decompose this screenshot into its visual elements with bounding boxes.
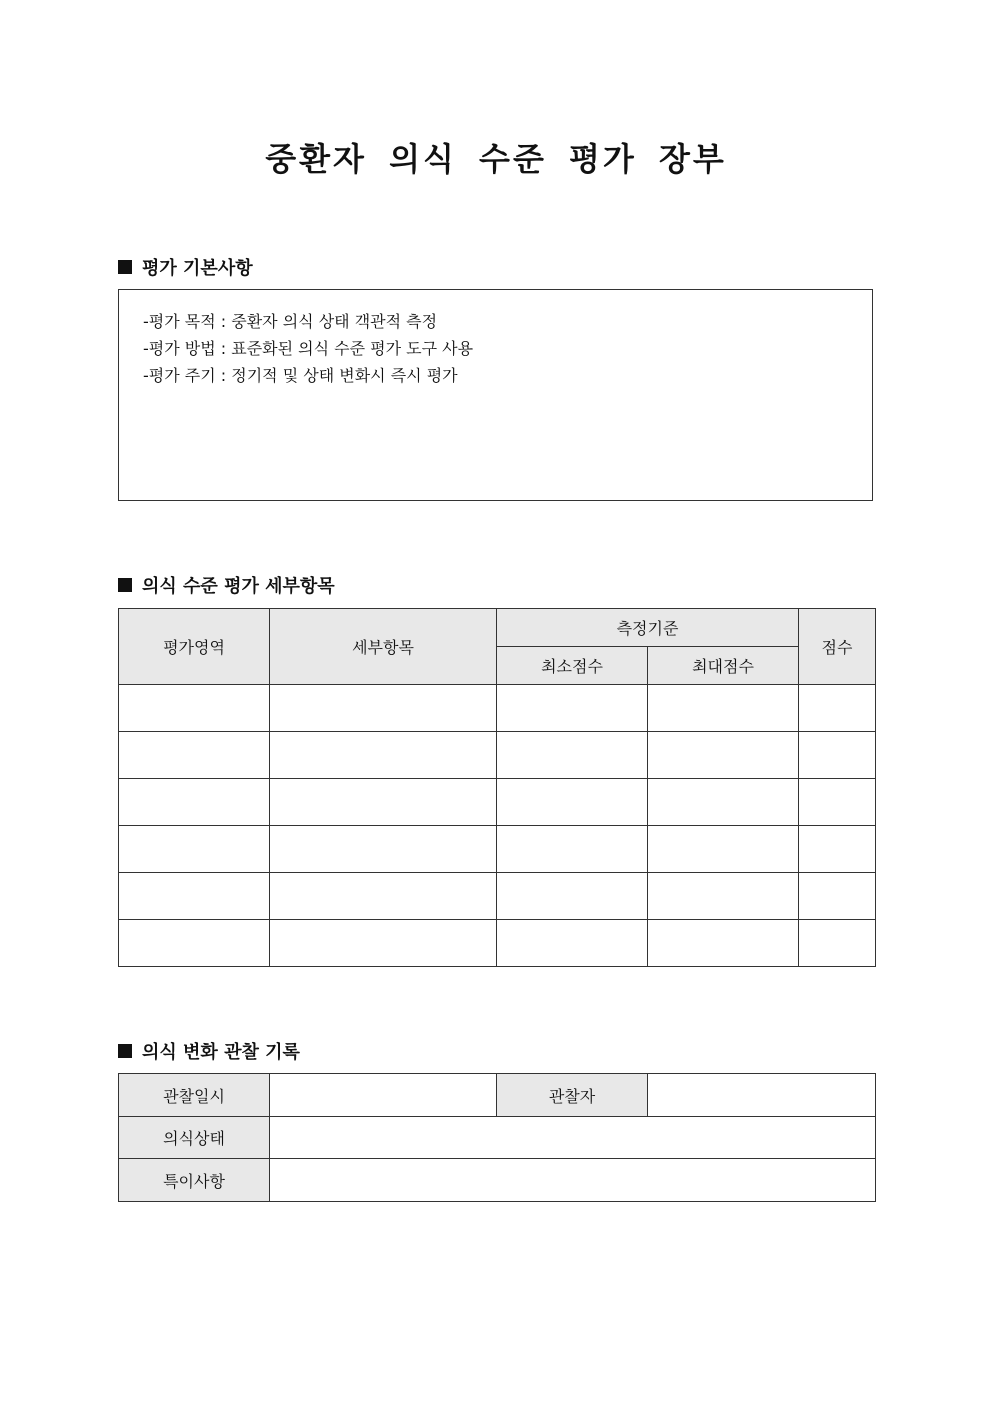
section-heading-basic xyxy=(118,254,253,280)
section-heading-record xyxy=(118,1038,300,1064)
max-score-cell[interactable] xyxy=(648,779,799,826)
area-cell[interactable] xyxy=(119,732,270,779)
notes-value-cell[interactable] xyxy=(270,1159,876,1202)
min-score-cell[interactable] xyxy=(497,685,648,732)
min-score-cell[interactable] xyxy=(497,873,648,920)
detail-table xyxy=(118,608,876,967)
table-row xyxy=(119,826,876,873)
basic-info-line-method: -평가 방법 : 표준화된 의식 수준 평가 도구 사용 xyxy=(143,339,474,358)
section-heading-basic-label: 평가 기본사항 xyxy=(142,258,253,279)
area-cell[interactable] xyxy=(119,920,270,967)
basic-info-line-cycle: -평가 주기 : 정기적 및 상태 변화시 즉시 평가 xyxy=(143,366,458,385)
label-observer: 관찰자 xyxy=(497,1074,648,1117)
item-cell[interactable] xyxy=(270,826,497,873)
record-table xyxy=(118,1073,876,1202)
item-cell[interactable] xyxy=(270,920,497,967)
score-cell[interactable] xyxy=(799,685,876,732)
score-cell[interactable] xyxy=(799,826,876,873)
label-notes: 특이사항 xyxy=(119,1159,270,1202)
table-row xyxy=(119,779,876,826)
min-score-cell[interactable] xyxy=(497,732,648,779)
score-cell[interactable] xyxy=(799,873,876,920)
item-cell[interactable] xyxy=(270,779,497,826)
item-cell[interactable] xyxy=(270,873,497,920)
max-score-cell[interactable] xyxy=(648,732,799,779)
observer-value-cell[interactable] xyxy=(648,1074,876,1117)
score-cell[interactable] xyxy=(799,732,876,779)
header-min-score: 최소점수 xyxy=(497,647,648,685)
area-cell[interactable] xyxy=(119,685,270,732)
page-title: 중환자 의식 수준 평가 장부 xyxy=(265,140,727,178)
section-heading-detail-label: 의식 수준 평가 세부항목 xyxy=(142,576,335,597)
black-square-icon xyxy=(118,578,132,592)
basic-info-box xyxy=(118,289,873,501)
label-datetime: 관찰일시 xyxy=(119,1074,270,1117)
table-row xyxy=(119,685,876,732)
header-item: 세부항목 xyxy=(270,609,497,685)
area-cell[interactable] xyxy=(119,873,270,920)
score-cell[interactable] xyxy=(799,920,876,967)
item-cell[interactable] xyxy=(270,685,497,732)
min-score-cell[interactable] xyxy=(497,779,648,826)
basic-info-line-purpose: -평가 목적 : 중환자 의식 상태 객관적 측정 xyxy=(143,312,438,331)
black-square-icon xyxy=(118,1044,132,1058)
area-cell[interactable] xyxy=(119,779,270,826)
table-row xyxy=(119,920,876,967)
item-cell[interactable] xyxy=(270,732,497,779)
max-score-cell[interactable] xyxy=(648,685,799,732)
max-score-cell[interactable] xyxy=(648,826,799,873)
max-score-cell[interactable] xyxy=(648,873,799,920)
datetime-value-cell[interactable] xyxy=(270,1074,497,1117)
header-criteria: 측정기준 xyxy=(497,609,799,647)
header-score: 점수 xyxy=(799,609,876,685)
table-row xyxy=(119,732,876,779)
section-heading-detail xyxy=(118,572,335,598)
area-cell[interactable] xyxy=(119,826,270,873)
header-max-score: 최대점수 xyxy=(648,647,799,685)
score-cell[interactable] xyxy=(799,779,876,826)
label-state: 의식상태 xyxy=(119,1117,270,1159)
min-score-cell[interactable] xyxy=(497,826,648,873)
min-score-cell[interactable] xyxy=(497,920,648,967)
header-area: 평가영역 xyxy=(119,609,270,685)
state-value-cell[interactable] xyxy=(270,1117,876,1159)
max-score-cell[interactable] xyxy=(648,920,799,967)
table-row xyxy=(119,873,876,920)
black-square-icon xyxy=(118,260,132,274)
section-heading-record-label: 의식 변화 관찰 기록 xyxy=(142,1042,300,1063)
